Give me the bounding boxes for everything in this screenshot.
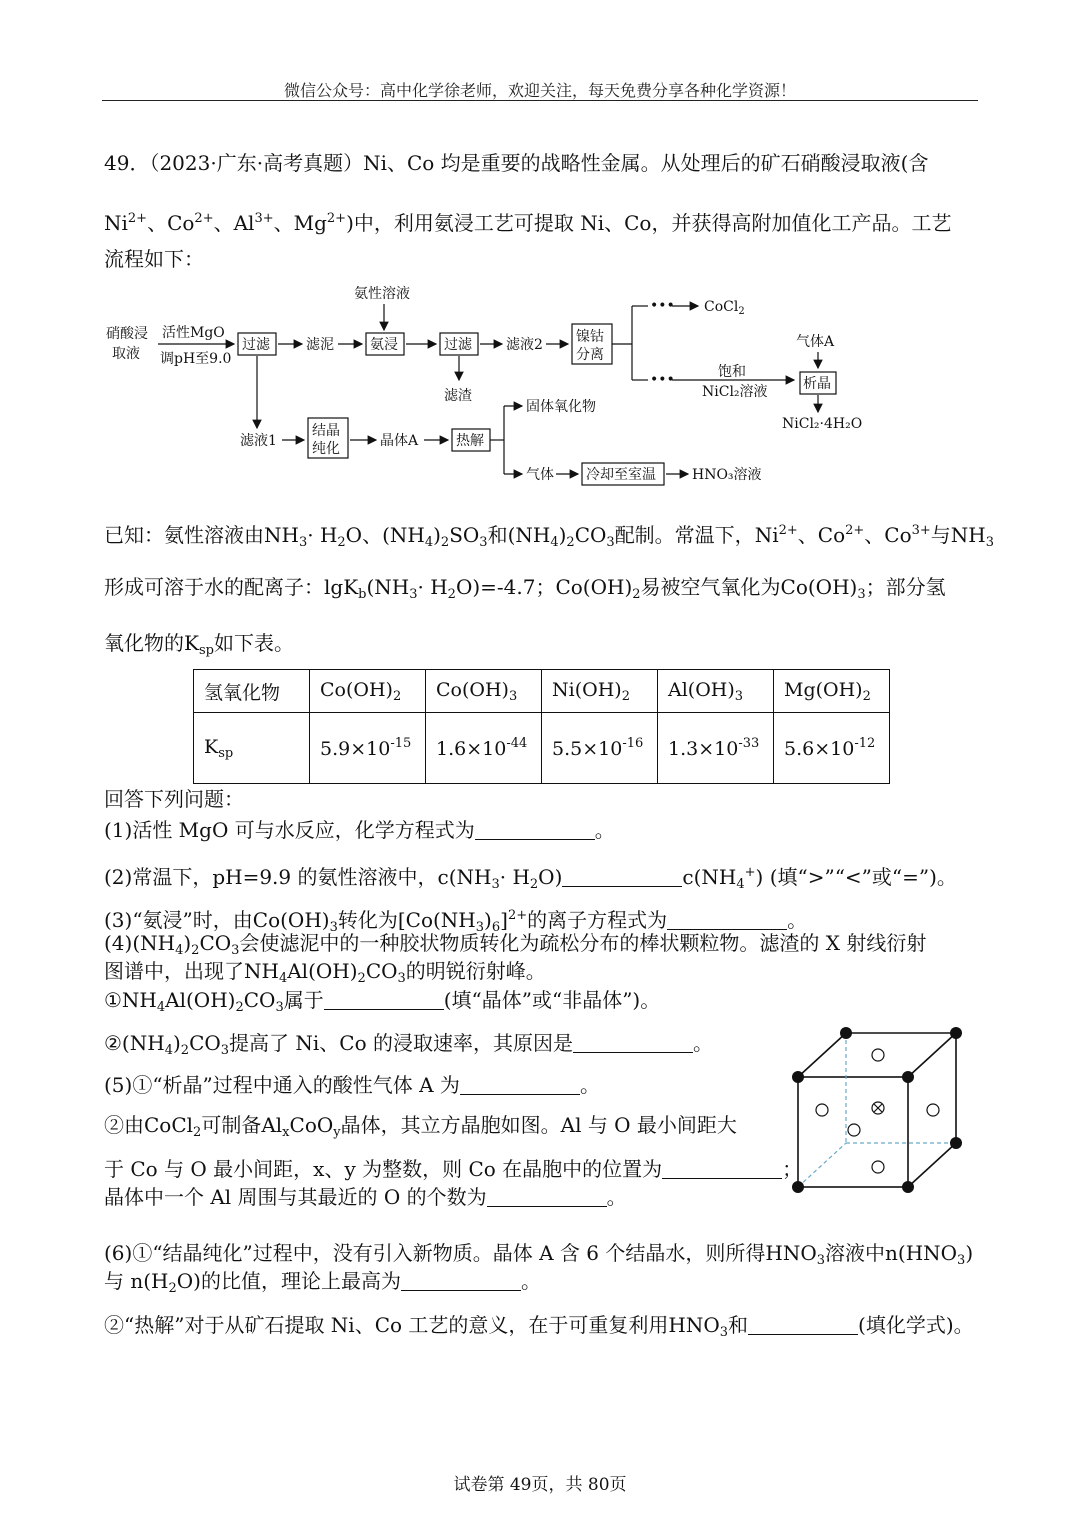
flow-nicl2-solution: NiCl₂溶液 bbox=[702, 384, 768, 400]
flow-filter-1: 过滤 bbox=[242, 337, 270, 353]
question-4-2: $②(NH_4)_2CO_3$提高了 Ni、Co 的浸取速率，其原因是 。 bbox=[104, 1031, 714, 1058]
table-row bbox=[194, 713, 890, 784]
flow-dots-1: ••• bbox=[650, 298, 675, 314]
flow-crystal-a: 晶体A bbox=[380, 433, 419, 449]
table-col-header: $Al(OH)_3$ bbox=[658, 670, 774, 713]
answer-blank[interactable] bbox=[487, 1188, 607, 1207]
flow-nicl2-hydrate: NiCl₂·4H₂O bbox=[782, 416, 863, 432]
table-header-label: 氢氧化物 bbox=[194, 670, 310, 713]
ksp-table bbox=[193, 669, 890, 784]
known-line-2: 形成可溶于水的配离子：$\lg K_b(NH_3\cdot H_2O)=-4.7$；$Co(OH)_2$易被空气氧化为$Co(OH)_3$；部分氢 bbox=[104, 575, 946, 602]
flow-filter-2: 过滤 bbox=[444, 337, 472, 353]
flow-start-1: 硝酸浸 bbox=[106, 326, 148, 342]
answer-blank[interactable] bbox=[573, 1034, 693, 1053]
flow-cryst-purify-2: 纯化 bbox=[312, 441, 340, 457]
flow-dots-2: ••• bbox=[650, 372, 675, 388]
flow-reagent-ph: 调pH至9.0 bbox=[160, 351, 232, 367]
flow-solid-oxide: 固体氧化物 bbox=[526, 399, 596, 415]
question-6-3: ②“热解”对于从矿石提取 Ni、Co 工艺的意义，在于可重复利用$HNO_3$和 (填化学式)。 bbox=[104, 1313, 974, 1340]
answer-blank[interactable] bbox=[662, 1160, 782, 1179]
answer-blank[interactable] bbox=[562, 868, 682, 887]
answer-blank[interactable] bbox=[667, 911, 787, 930]
answer-blank[interactable] bbox=[748, 1316, 858, 1335]
flow-ammonia-leach: 氨浸 bbox=[370, 337, 398, 353]
page-header: 微信公众号：高中化学徐老师，欢迎关注，每天免费分享各种化学资源！ bbox=[283, 81, 796, 100]
known-line-1: 已知：氨性溶液由$NH_3\cdot H_2O$、$(NH_4)_2SO_3$和$(NH_4)_2CO_3$配制。常温下，$Ni^{2+}$、$Co^{2+}$、$Co^{3+}$与$NH_3$ bbox=[104, 523, 995, 550]
answer-blank[interactable] bbox=[401, 1272, 521, 1291]
header-divider bbox=[102, 100, 978, 101]
questions-prompt: 回答下列问题： bbox=[104, 787, 244, 811]
flow-gas: 气体 bbox=[526, 467, 554, 483]
process-flow-diagram bbox=[100, 280, 880, 490]
flow-mud: 滤泥 bbox=[306, 337, 334, 353]
question-5-2: ②由CoCl$_2$可制备$Al_xCoO_y$晶体，其立方晶胞如图。Al 与 O 最小间距大 bbox=[104, 1113, 737, 1140]
question-3: (3)“氨浸”时，由$Co(OH)_3$转化为$[Co(NH_3)_6]^{2+}$的离子方程式为 。 bbox=[104, 908, 808, 935]
question-1: (1)活性 MgO 可与水反应，化学方程式为 。 bbox=[104, 818, 615, 842]
question-6-2: 与 $n(H_2O)$的比值，理论上最高为 。 bbox=[104, 1269, 541, 1296]
answer-blank[interactable] bbox=[324, 991, 444, 1010]
question-5-3: 于 Co 与 O 最小间距，x、y 为整数，则 Co 在晶胞中的位置为 ； bbox=[104, 1157, 803, 1181]
table-col-header: $Co(OH)_3$ bbox=[426, 670, 542, 713]
flow-gas-a: 气体A bbox=[796, 334, 835, 350]
question-number: 49． bbox=[104, 151, 150, 175]
flow-reagent-mgo: 活性MgO bbox=[162, 325, 225, 341]
table-col-header: $Ni(OH)_2$ bbox=[542, 670, 658, 713]
flow-cool: 冷却至室温 bbox=[586, 467, 656, 483]
flow-hno3: HNO₃溶液 bbox=[692, 467, 762, 483]
flow-start-2: 取液 bbox=[112, 346, 140, 362]
question-source: （2023·广东·高考真题） bbox=[149, 151, 364, 175]
table-row-label: $K_{sp}$ bbox=[194, 713, 310, 784]
question-4-1: $①NH_4Al(OH)_2CO_3$属于 (填“晶体”或“非晶体”)。 bbox=[104, 988, 661, 1015]
table-col-header: $Co(OH)_2$ bbox=[310, 670, 426, 713]
flow-cryst-purify-1: 结晶 bbox=[312, 423, 340, 439]
table-cell: $5.9\times 10^{-15}$ bbox=[310, 713, 426, 784]
flow-filtrate-2: 滤液2 bbox=[506, 337, 543, 353]
flow-pyrolysis: 热解 bbox=[456, 433, 484, 449]
question-5-4: 晶体中一个 Al 周围与其最近的 O 的个数为 。 bbox=[104, 1185, 627, 1209]
question-4: $(4)(NH_4)_2CO_3$会使滤泥中的一种胶状物质转化为疏松分布的棒状颗粒物。滤渣的 X 射线衍射 bbox=[104, 931, 927, 958]
question-intro-line-3: 流程如下： bbox=[104, 247, 204, 271]
known-line-3: 氧化物的$K_{sp}$如下表。 bbox=[104, 631, 294, 658]
question-intro-line-1: 49．（2023·广东·高考真题）Ni、Co 均是重要的战略性金属。从处理后的矿石硝酸浸取液(含 bbox=[104, 151, 929, 175]
table-cell: $5.5\times 10^{-16}$ bbox=[542, 713, 658, 784]
flow-ammonia-solution: 氨性溶液 bbox=[354, 286, 410, 302]
flow-separation-1: 镍钴 bbox=[576, 329, 604, 345]
question-4-line-2: 图谱中，出现了$NH_4Al(OH)_2CO_3$的明锐衍射峰。 bbox=[104, 959, 546, 986]
flow-saturated: 饱和 bbox=[718, 364, 746, 380]
answer-blank[interactable] bbox=[475, 821, 595, 840]
table-col-header: $Mg(OH)_2$ bbox=[774, 670, 890, 713]
question-2: (2)常温下，pH=9.9 的氨性溶液中，$c(NH_3\cdot H_2O)$ $c(NH_4^+)$ (填“>”“<”或“=”)。 bbox=[104, 865, 957, 892]
table-header-row bbox=[194, 670, 890, 713]
table-cell: $1.3\times 10^{-33}$ bbox=[658, 713, 774, 784]
page-footer: 试卷第 49页，共 80页 bbox=[453, 1475, 627, 1495]
table-cell: $1.6\times 10^{-44}$ bbox=[426, 713, 542, 784]
flow-residue: 滤渣 bbox=[444, 388, 472, 404]
unit-cell-diagram bbox=[790, 1025, 970, 1195]
flow-filtrate-1: 滤液1 bbox=[240, 433, 277, 449]
question-6-1: (6)①“结晶纯化”过程中，没有引入新物质。晶体 A 含 6 个结晶水，则所得$HNO_3$溶液中$n(HNO_3)$ bbox=[104, 1241, 974, 1268]
answer-blank[interactable] bbox=[460, 1076, 580, 1095]
flow-separation-2: 分离 bbox=[576, 347, 604, 363]
question-5-1: (5)①“析晶”过程中通入的酸性气体 A 为 。 bbox=[104, 1073, 600, 1097]
flow-crystallize: 析晶 bbox=[803, 376, 831, 392]
table-cell: $5.6\times 10^{-12}$ bbox=[774, 713, 890, 784]
question-intro-line-2: $Ni^{2+}$、$Co^{2+}$、$Al^{3+}$、$Mg^{2+}$)中，利用氨浸工艺可提取 Ni、Co，并获得高附加值化工产品。工艺 bbox=[104, 211, 952, 235]
flow-cocl2: CoCl$_2$ bbox=[704, 299, 745, 317]
